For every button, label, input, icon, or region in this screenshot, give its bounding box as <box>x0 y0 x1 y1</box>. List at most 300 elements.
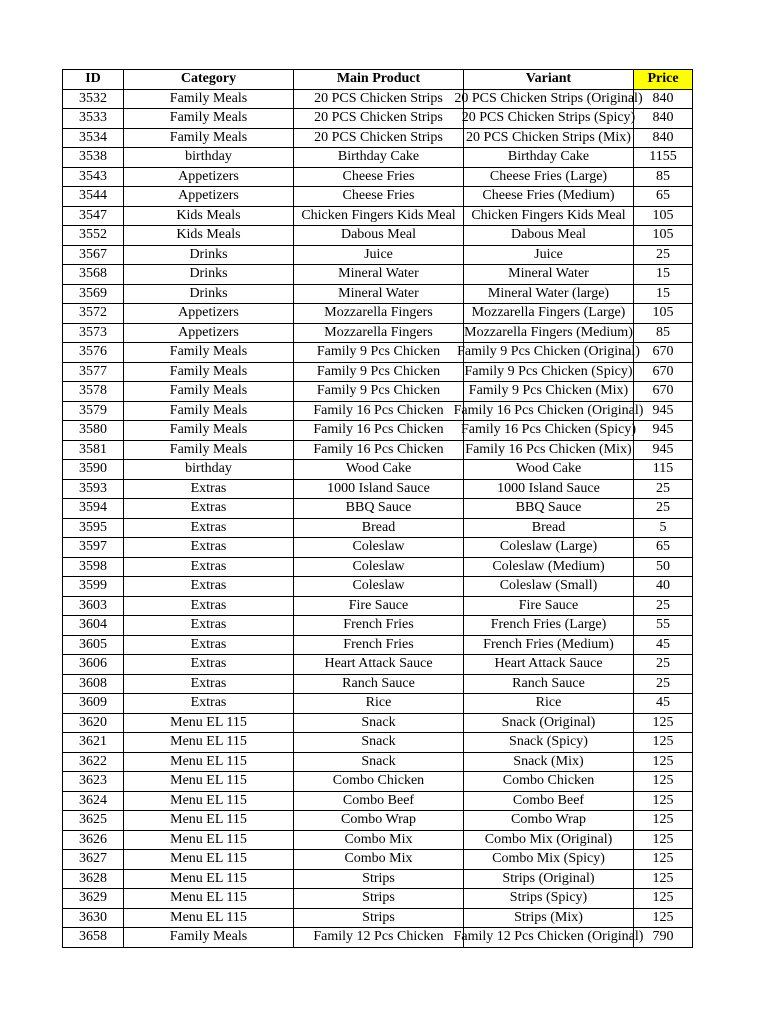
table-row <box>63 674 693 694</box>
cell-main-product[interactable]: French Fries <box>294 635 464 655</box>
cell-variant[interactable] <box>464 616 634 636</box>
cell-price[interactable]: 15 <box>634 265 693 285</box>
cell-variant[interactable] <box>464 655 634 675</box>
cell-variant[interactable] <box>464 694 634 714</box>
product-price-table <box>62 69 693 948</box>
variant-text: Cheese Fries (Medium) <box>482 188 615 204</box>
cell-category[interactable]: birthday <box>124 148 294 168</box>
variant-text: Chicken Fingers Kids Meal <box>471 207 626 223</box>
variant-text: Heart Attack Sauce <box>494 656 603 672</box>
cell-main-product[interactable]: Mozzarella Fingers <box>294 323 464 343</box>
cell-variant[interactable] <box>464 304 634 324</box>
variant-text: Rice <box>535 695 562 711</box>
cell-category[interactable]: Drinks <box>124 245 294 265</box>
cell-main-product[interactable]: Snack <box>294 752 464 772</box>
cell-main-product[interactable]: Chicken Fingers Kids Meal <box>294 206 464 226</box>
cell-id[interactable]: 3603 <box>63 596 124 616</box>
table-row <box>63 226 693 246</box>
cell-id[interactable]: 3597 <box>63 538 124 558</box>
cell-price[interactable]: 25 <box>634 655 693 675</box>
cell-category[interactable]: Extras <box>124 655 294 675</box>
variant-text: Combo Mix (Spicy) <box>492 851 605 867</box>
table-row <box>63 421 693 441</box>
cell-price[interactable]: 65 <box>634 187 693 207</box>
cell-id[interactable]: 3598 <box>63 557 124 577</box>
cell-id[interactable]: 3572 <box>63 304 124 324</box>
table-row <box>63 109 693 129</box>
cell-category[interactable]: Appetizers <box>124 304 294 324</box>
cell-category[interactable]: Extras <box>124 479 294 499</box>
cell-main-product[interactable]: Combo Mix <box>294 850 464 870</box>
cell-main-product[interactable]: Family 9 Pcs Chicken <box>294 343 464 363</box>
cell-id[interactable]: 3581 <box>63 440 124 460</box>
cell-price[interactable]: 125 <box>634 869 693 889</box>
cell-price[interactable]: 25 <box>634 674 693 694</box>
table-row <box>63 440 693 460</box>
header-category[interactable]: Category <box>124 70 294 90</box>
variant-text: Dabous Meal <box>510 227 587 243</box>
cell-main-product[interactable]: 20 PCS Chicken Strips <box>294 109 464 129</box>
table-row <box>63 245 693 265</box>
cell-variant[interactable] <box>464 460 634 480</box>
variant-text: 1000 Island Sauce <box>497 480 600 496</box>
cell-price[interactable]: 670 <box>634 343 693 363</box>
cell-main-product[interactable]: Ranch Sauce <box>294 674 464 694</box>
cell-price[interactable]: 1155 <box>634 148 693 168</box>
cell-price[interactable]: 945 <box>634 401 693 421</box>
cell-category[interactable]: Menu EL 115 <box>124 830 294 850</box>
cell-variant[interactable] <box>464 713 634 733</box>
table-row <box>63 928 693 948</box>
cell-variant[interactable] <box>464 362 634 382</box>
cell-price[interactable]: 105 <box>634 304 693 324</box>
cell-main-product[interactable]: Juice <box>294 245 464 265</box>
cell-price[interactable]: 125 <box>634 850 693 870</box>
cell-id[interactable]: 3628 <box>63 869 124 889</box>
cell-category[interactable]: Appetizers <box>124 323 294 343</box>
table-row <box>63 382 693 402</box>
cell-variant[interactable] <box>464 674 634 694</box>
table-row <box>63 596 693 616</box>
variant-text: 20 PCS Chicken Strips (Spicy) <box>461 110 636 126</box>
cell-main-product[interactable]: Family 9 Pcs Chicken <box>294 382 464 402</box>
cell-id[interactable]: 3594 <box>63 499 124 519</box>
cell-price[interactable]: 45 <box>634 635 693 655</box>
table-row <box>63 499 693 519</box>
cell-price[interactable]: 85 <box>634 167 693 187</box>
cell-variant[interactable] <box>464 811 634 831</box>
cell-id[interactable]: 3624 <box>63 791 124 811</box>
cell-id[interactable]: 3599 <box>63 577 124 597</box>
cell-variant[interactable] <box>464 596 634 616</box>
cell-id[interactable]: 3623 <box>63 772 124 792</box>
cell-id[interactable]: 3576 <box>63 343 124 363</box>
cell-id[interactable]: 3547 <box>63 206 124 226</box>
cell-price[interactable]: 105 <box>634 226 693 246</box>
table-row <box>63 577 693 597</box>
table-row <box>63 148 693 168</box>
table-row <box>63 752 693 772</box>
cell-variant[interactable] <box>453 928 644 948</box>
cell-id[interactable]: 3629 <box>63 889 124 909</box>
cell-id[interactable]: 3544 <box>63 187 124 207</box>
cell-variant[interactable] <box>453 401 644 421</box>
cell-category[interactable]: Family Meals <box>124 362 294 382</box>
cell-variant[interactable] <box>464 538 634 558</box>
variant-text: Fire Sauce <box>518 597 579 613</box>
cell-price[interactable]: 25 <box>634 245 693 265</box>
cell-price[interactable]: 125 <box>634 830 693 850</box>
cell-category[interactable]: Menu EL 115 <box>124 908 294 928</box>
table-row <box>63 869 693 889</box>
variant-text: French Fries (Medium) <box>483 636 614 652</box>
table-row <box>63 830 693 850</box>
cell-price[interactable]: 45 <box>634 694 693 714</box>
cell-price[interactable]: 945 <box>634 440 693 460</box>
cell-id[interactable]: 3595 <box>63 518 124 538</box>
cell-price[interactable]: 125 <box>634 713 693 733</box>
cell-category[interactable]: Extras <box>124 596 294 616</box>
table-row <box>63 206 693 226</box>
cell-variant[interactable] <box>464 226 634 246</box>
cell-id[interactable]: 3605 <box>63 635 124 655</box>
variant-text: Mineral Water <box>508 266 589 282</box>
cell-category[interactable]: Extras <box>124 499 294 519</box>
variant-text: Family 12 Pcs Chicken (Original) <box>453 929 644 945</box>
cell-main-product[interactable]: Snack <box>294 713 464 733</box>
cell-id[interactable]: 3604 <box>63 616 124 636</box>
cell-variant[interactable] <box>464 128 634 148</box>
variant-text: Strips (Spicy) <box>509 890 588 906</box>
cell-price[interactable]: 5 <box>634 518 693 538</box>
table-row <box>63 791 693 811</box>
cell-category[interactable]: Menu EL 115 <box>124 733 294 753</box>
variant-text: Ranch Sauce <box>512 675 585 691</box>
cell-category[interactable]: Extras <box>124 577 294 597</box>
variant-text: Snack (Original) <box>501 714 596 730</box>
table-row <box>63 343 693 363</box>
variant-text: Juice <box>534 246 563 262</box>
cell-id[interactable]: 3577 <box>63 362 124 382</box>
cell-variant[interactable] <box>464 479 634 499</box>
cell-variant[interactable] <box>457 343 640 363</box>
cell-id[interactable]: 3627 <box>63 850 124 870</box>
cell-id[interactable]: 3533 <box>63 109 124 129</box>
cell-category[interactable]: Extras <box>124 674 294 694</box>
cell-id[interactable]: 3626 <box>63 830 124 850</box>
cell-price[interactable]: 125 <box>634 811 693 831</box>
cell-id[interactable]: 3625 <box>63 811 124 831</box>
cell-main-product[interactable]: 20 PCS Chicken Strips <box>294 128 464 148</box>
cell-category[interactable]: Family Meals <box>124 89 294 109</box>
cell-category[interactable]: Extras <box>124 557 294 577</box>
cell-category[interactable]: Kids Meals <box>124 206 294 226</box>
cell-price[interactable]: 125 <box>634 908 693 928</box>
cell-variant[interactable] <box>464 265 634 285</box>
cell-variant[interactable] <box>464 245 634 265</box>
table-row <box>63 850 693 870</box>
cell-variant[interactable] <box>464 382 634 402</box>
cell-category[interactable]: Family Meals <box>124 421 294 441</box>
cell-variant[interactable] <box>464 440 634 460</box>
cell-main-product[interactable]: 20 PCS Chicken Strips <box>294 89 464 109</box>
cell-category[interactable]: Family Meals <box>124 401 294 421</box>
cell-main-product[interactable]: Mineral Water <box>294 284 464 304</box>
variant-text: Combo Chicken <box>502 773 595 789</box>
header-variant[interactable]: Variant <box>464 70 634 90</box>
cell-category[interactable]: Extras <box>124 694 294 714</box>
header-id[interactable]: ID <box>63 70 124 90</box>
cell-id[interactable]: 3621 <box>63 733 124 753</box>
cell-variant[interactable] <box>464 772 634 792</box>
cell-id[interactable]: 3569 <box>63 284 124 304</box>
cell-category[interactable]: Family Meals <box>124 128 294 148</box>
cell-category[interactable]: Menu EL 115 <box>124 869 294 889</box>
table-row <box>63 538 693 558</box>
cell-variant[interactable] <box>464 850 634 870</box>
cell-price[interactable]: 105 <box>634 206 693 226</box>
cell-category[interactable]: Kids Meals <box>124 226 294 246</box>
cell-category[interactable]: Menu EL 115 <box>124 811 294 831</box>
cell-main-product[interactable]: Strips <box>294 869 464 889</box>
variant-text: Bread <box>531 519 566 535</box>
cell-main-product[interactable]: Cheese Fries <box>294 167 464 187</box>
cell-variant[interactable] <box>464 557 634 577</box>
cell-variant[interactable] <box>464 889 634 909</box>
cell-variant[interactable] <box>461 109 636 129</box>
table-row <box>63 401 693 421</box>
cell-main-product[interactable]: Birthday Cake <box>294 148 464 168</box>
cell-price[interactable]: 945 <box>634 421 693 441</box>
table-body <box>63 89 693 947</box>
cell-price[interactable]: 670 <box>634 382 693 402</box>
cell-category[interactable]: Menu EL 115 <box>124 850 294 870</box>
cell-variant[interactable] <box>464 577 634 597</box>
cell-variant[interactable] <box>464 908 634 928</box>
cell-main-product[interactable]: Coleslaw <box>294 557 464 577</box>
cell-price[interactable]: 840 <box>634 89 693 109</box>
variant-text: Combo Beef <box>512 792 585 808</box>
cell-id[interactable]: 3532 <box>63 89 124 109</box>
cell-main-product[interactable]: Heart Attack Sauce <box>294 655 464 675</box>
cell-category[interactable]: Family Meals <box>124 109 294 129</box>
cell-category[interactable]: Menu EL 115 <box>124 752 294 772</box>
header-main-product[interactable]: Main Product <box>294 70 464 90</box>
cell-variant[interactable] <box>464 635 634 655</box>
cell-main-product[interactable]: Cheese Fries <box>294 187 464 207</box>
cell-price[interactable]: 125 <box>634 791 693 811</box>
table-row <box>63 557 693 577</box>
table-row <box>63 89 693 109</box>
table-row <box>63 635 693 655</box>
variant-text: Family 9 Pcs Chicken (Original) <box>457 344 640 360</box>
cell-variant[interactable] <box>464 284 634 304</box>
cell-main-product[interactable]: Strips <box>294 889 464 909</box>
cell-category[interactable]: Family Meals <box>124 440 294 460</box>
cell-category[interactable]: Menu EL 115 <box>124 772 294 792</box>
cell-category[interactable]: Family Meals <box>124 928 294 948</box>
cell-category[interactable]: Drinks <box>124 284 294 304</box>
cell-main-product[interactable]: Family 16 Pcs Chicken <box>294 440 464 460</box>
variant-text: Coleslaw (Large) <box>499 539 598 555</box>
cell-price[interactable]: 125 <box>634 772 693 792</box>
cell-id[interactable]: 3578 <box>63 382 124 402</box>
cell-main-product[interactable]: Wood Cake <box>294 460 464 480</box>
cell-id[interactable]: 3538 <box>63 148 124 168</box>
cell-variant[interactable] <box>464 323 634 343</box>
cell-price[interactable]: 125 <box>634 733 693 753</box>
cell-price[interactable]: 40 <box>634 577 693 597</box>
cell-id[interactable]: 3658 <box>63 928 124 948</box>
cell-main-product[interactable]: Combo Chicken <box>294 772 464 792</box>
cell-main-product[interactable]: Mozzarella Fingers <box>294 304 464 324</box>
cell-id[interactable]: 3608 <box>63 674 124 694</box>
cell-main-product[interactable]: BBQ Sauce <box>294 499 464 519</box>
cell-id[interactable]: 3567 <box>63 245 124 265</box>
cell-main-product[interactable]: Rice <box>294 694 464 714</box>
cell-variant[interactable] <box>464 167 634 187</box>
cell-main-product[interactable]: Family 16 Pcs Chicken <box>294 401 464 421</box>
cell-main-product[interactable]: Fire Sauce <box>294 596 464 616</box>
cell-main-product[interactable]: Bread <box>294 518 464 538</box>
cell-price[interactable]: 125 <box>634 889 693 909</box>
cell-category[interactable]: Appetizers <box>124 187 294 207</box>
cell-id[interactable]: 3609 <box>63 694 124 714</box>
cell-category[interactable]: birthday <box>124 460 294 480</box>
variant-text: Mozzarella Fingers (Large) <box>471 305 626 321</box>
table-row <box>63 713 693 733</box>
cell-variant[interactable] <box>461 421 636 441</box>
cell-category[interactable]: Extras <box>124 518 294 538</box>
cell-variant[interactable] <box>464 187 634 207</box>
variant-text: Family 9 Pcs Chicken (Mix) <box>468 383 629 399</box>
cell-price[interactable]: 65 <box>634 538 693 558</box>
cell-category[interactable]: Menu EL 115 <box>124 713 294 733</box>
table-row <box>63 323 693 343</box>
table-row <box>63 811 693 831</box>
cell-id[interactable]: 3630 <box>63 908 124 928</box>
cell-category[interactable]: Drinks <box>124 265 294 285</box>
table-row <box>63 362 693 382</box>
cell-id[interactable]: 3593 <box>63 479 124 499</box>
cell-main-product[interactable]: Combo Beef <box>294 791 464 811</box>
variant-text: BBQ Sauce <box>515 500 582 516</box>
cell-main-product[interactable]: Snack <box>294 733 464 753</box>
cell-price[interactable]: 670 <box>634 362 693 382</box>
table-row <box>63 694 693 714</box>
cell-main-product[interactable]: Family 12 Pcs Chicken <box>294 928 464 948</box>
cell-category[interactable]: Extras <box>124 616 294 636</box>
cell-main-product[interactable]: Mineral Water <box>294 265 464 285</box>
cell-main-product[interactable]: Strips <box>294 908 464 928</box>
cell-main-product[interactable]: Family 9 Pcs Chicken <box>294 362 464 382</box>
cell-id[interactable]: 3534 <box>63 128 124 148</box>
cell-category[interactable]: Menu EL 115 <box>124 889 294 909</box>
cell-main-product[interactable]: Dabous Meal <box>294 226 464 246</box>
table-row <box>63 655 693 675</box>
variant-text: Mineral Water (large) <box>487 285 610 301</box>
cell-variant[interactable] <box>464 752 634 772</box>
cell-variant[interactable] <box>464 148 634 168</box>
cell-main-product[interactable]: Coleslaw <box>294 577 464 597</box>
cell-variant[interactable] <box>464 206 634 226</box>
table-row <box>63 616 693 636</box>
variant-text: French Fries (Large) <box>490 617 607 633</box>
variant-text: Wood Cake <box>515 461 582 477</box>
header-row <box>63 70 693 90</box>
table-row <box>63 187 693 207</box>
cell-variant[interactable] <box>464 869 634 889</box>
cell-variant[interactable] <box>464 830 634 850</box>
variant-text: Strips (Mix) <box>514 909 583 925</box>
cell-price[interactable]: 25 <box>634 499 693 519</box>
cell-id[interactable]: 3568 <box>63 265 124 285</box>
cell-id[interactable]: 3543 <box>63 167 124 187</box>
variant-text: 20 PCS Chicken Strips (Original) <box>454 90 643 106</box>
cell-main-product[interactable]: French Fries <box>294 616 464 636</box>
cell-main-product[interactable]: 1000 Island Sauce <box>294 479 464 499</box>
table-row <box>63 518 693 538</box>
cell-price[interactable]: 125 <box>634 752 693 772</box>
cell-price[interactable]: 115 <box>634 460 693 480</box>
cell-main-product[interactable]: Combo Mix <box>294 830 464 850</box>
table-row <box>63 167 693 187</box>
cell-price[interactable]: 790 <box>634 928 693 948</box>
cell-id[interactable]: 3620 <box>63 713 124 733</box>
cell-id[interactable]: 3573 <box>63 323 124 343</box>
cell-id[interactable]: 3622 <box>63 752 124 772</box>
cell-variant[interactable] <box>464 518 634 538</box>
cell-variant[interactable] <box>464 791 634 811</box>
variant-text: Coleslaw (Small) <box>499 578 598 594</box>
cell-price[interactable]: 15 <box>634 284 693 304</box>
cell-id[interactable]: 3606 <box>63 655 124 675</box>
variant-text: Family 16 Pcs Chicken (Mix) <box>465 441 632 457</box>
cell-main-product[interactable]: Family 16 Pcs Chicken <box>294 421 464 441</box>
cell-price[interactable]: 25 <box>634 479 693 499</box>
cell-price[interactable]: 840 <box>634 128 693 148</box>
table-row <box>63 733 693 753</box>
variant-text: Coleslaw (Medium) <box>492 558 605 574</box>
cell-category[interactable]: Extras <box>124 635 294 655</box>
cell-category[interactable]: Menu EL 115 <box>124 791 294 811</box>
table-row <box>63 908 693 928</box>
cell-main-product[interactable]: Combo Wrap <box>294 811 464 831</box>
cell-category[interactable]: Extras <box>124 538 294 558</box>
cell-variant[interactable] <box>454 89 643 109</box>
cell-id[interactable]: 3590 <box>63 460 124 480</box>
cell-category[interactable]: Family Meals <box>124 343 294 363</box>
cell-variant[interactable] <box>464 733 634 753</box>
variant-text: Family 9 Pcs Chicken (Spicy) <box>464 363 633 379</box>
table-row <box>63 284 693 304</box>
cell-id[interactable]: 3580 <box>63 421 124 441</box>
cell-id[interactable]: 3552 <box>63 226 124 246</box>
variant-text: Family 16 Pcs Chicken (Spicy) <box>461 422 636 438</box>
cell-category[interactable]: Family Meals <box>124 382 294 402</box>
cell-price[interactable]: 840 <box>634 109 693 129</box>
cell-variant[interactable] <box>464 499 634 519</box>
cell-price[interactable]: 85 <box>634 323 693 343</box>
cell-category[interactable]: Appetizers <box>124 167 294 187</box>
cell-price[interactable]: 25 <box>634 596 693 616</box>
variant-text: Snack (Mix) <box>513 753 584 769</box>
cell-price[interactable]: 50 <box>634 557 693 577</box>
cell-main-product[interactable]: Coleslaw <box>294 538 464 558</box>
header-price[interactable]: Price <box>634 70 693 90</box>
cell-price[interactable]: 55 <box>634 616 693 636</box>
cell-id[interactable]: 3579 <box>63 401 124 421</box>
